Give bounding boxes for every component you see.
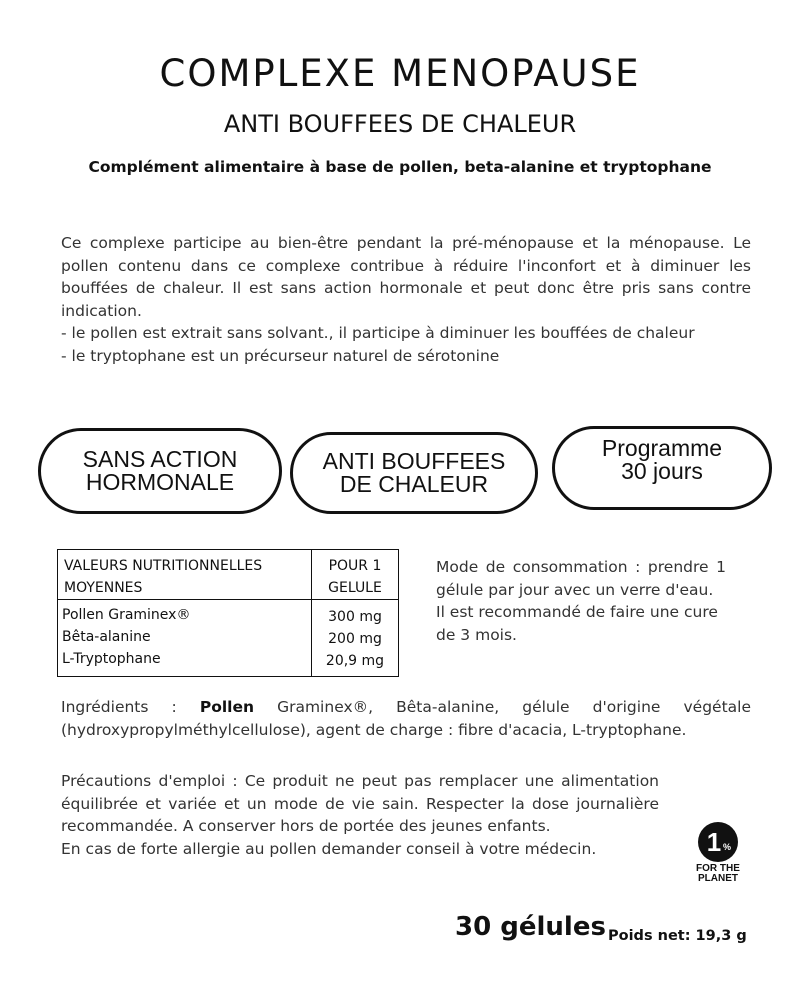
- header-text: MOYENNES: [64, 580, 143, 596]
- badge-line: ANTI BOUFFEES: [322, 448, 506, 474]
- nutrient-name: Pollen Graminex®: [62, 607, 191, 623]
- product-title: COMPLEXE MENOPAUSE: [159, 52, 641, 95]
- nutrient-name: L-Tryptophane: [62, 651, 161, 667]
- precautions-block: [61, 770, 659, 860]
- nutrient-value: 200 mg: [328, 631, 382, 647]
- usage-text: Mode de consommation : prendre 1 gélule par jour avec un verre d'eau.: [436, 558, 726, 599]
- usage-block: [436, 556, 726, 646]
- badge-line: DE CHALEUR: [339, 471, 489, 497]
- description-bullet: - le pollen est extrait sans solvant., il participe à diminuer les bouffées de chaleur: [61, 324, 695, 342]
- badge-anti-hot-flash: [290, 432, 538, 514]
- nutrition-header-per-unit: [312, 550, 399, 600]
- capsule-count: 30 gélules: [455, 912, 606, 942]
- nutrition-names: [58, 600, 312, 677]
- nutrient-value: 300 mg: [328, 609, 382, 625]
- usage-text: Il est recommandé de faire une cure de 3 mois.: [436, 603, 718, 644]
- badge-line: HORMONALE: [85, 469, 235, 495]
- header-text: POUR 1: [328, 558, 382, 574]
- nutrient-value: 20,9 mg: [325, 653, 385, 669]
- nutrient-name: Bêta-alanine: [62, 629, 151, 645]
- net-weight: Poids net: 19,3 g: [608, 928, 747, 944]
- nutrition-values: [312, 600, 399, 677]
- logo-text: FOR THE: [696, 863, 740, 874]
- logo-text: PLANET: [698, 873, 738, 884]
- description-block: [61, 232, 751, 367]
- nutrition-header-row: [58, 550, 399, 600]
- ingredients-block: [61, 696, 751, 741]
- ingredients-rest: Graminex®, Bêta-alanine, gélule d'origine végétale (hydroxypropylméthylcellulose), agent de charge : fibre d'acacia, L-tryptophane.: [61, 698, 751, 739]
- badge-line: Programme: [601, 435, 723, 461]
- product-tagline: Complément alimentaire à base de pollen, beta-alanine et tryptophane: [88, 158, 712, 176]
- badge-line: 30 jours: [621, 458, 703, 484]
- precautions-text: En cas de forte allergie au pollen demander conseil à votre médecin.: [61, 839, 597, 858]
- precautions-text: Précautions d'emploi : Ce produit ne peut pas remplacer une alimentation équilibrée et variée et un mode de vie sain. Respecter la dose journalière recommandée. A conserver hors de portée des jeunes enfants.: [61, 772, 659, 835]
- nutrition-table: [57, 549, 399, 677]
- header-text: VALEURS NUTRITIONNELLES: [64, 558, 263, 574]
- ingredients-prefix: Ingrédients :: [61, 698, 200, 716]
- badge-line: SANS ACTION: [82, 446, 238, 472]
- ingredients-highlight: Pollen: [199, 698, 255, 716]
- ingredients-text: [61, 696, 751, 741]
- one-percent-for-the-planet-logo: [683, 820, 753, 894]
- badge-program: [552, 426, 772, 510]
- svg-text:1: 1: [706, 827, 722, 857]
- svg-text:%: %: [722, 842, 732, 852]
- product-subtitle: ANTI BOUFFEES DE CHALEUR: [223, 110, 577, 138]
- badge-hormone-free: [38, 428, 282, 514]
- nutrition-body-row: [58, 600, 399, 677]
- header-text: GELULE: [328, 580, 382, 596]
- nutrition-header-label: [58, 550, 312, 600]
- logo-mark-icon: [683, 820, 753, 864]
- description-bullet: - le tryptophane est un précurseur naturel de sérotonine: [61, 346, 500, 365]
- description-intro: Ce complexe participe au bien-être pendant la pré-ménopause et la ménopause. Le pollen contenu dans ce complexe contribue à réduire l'inconfort et à diminuer les bouffées de chaleur. Il est sans action hormonale et peut donc être pris sans contre indication.: [61, 234, 751, 320]
